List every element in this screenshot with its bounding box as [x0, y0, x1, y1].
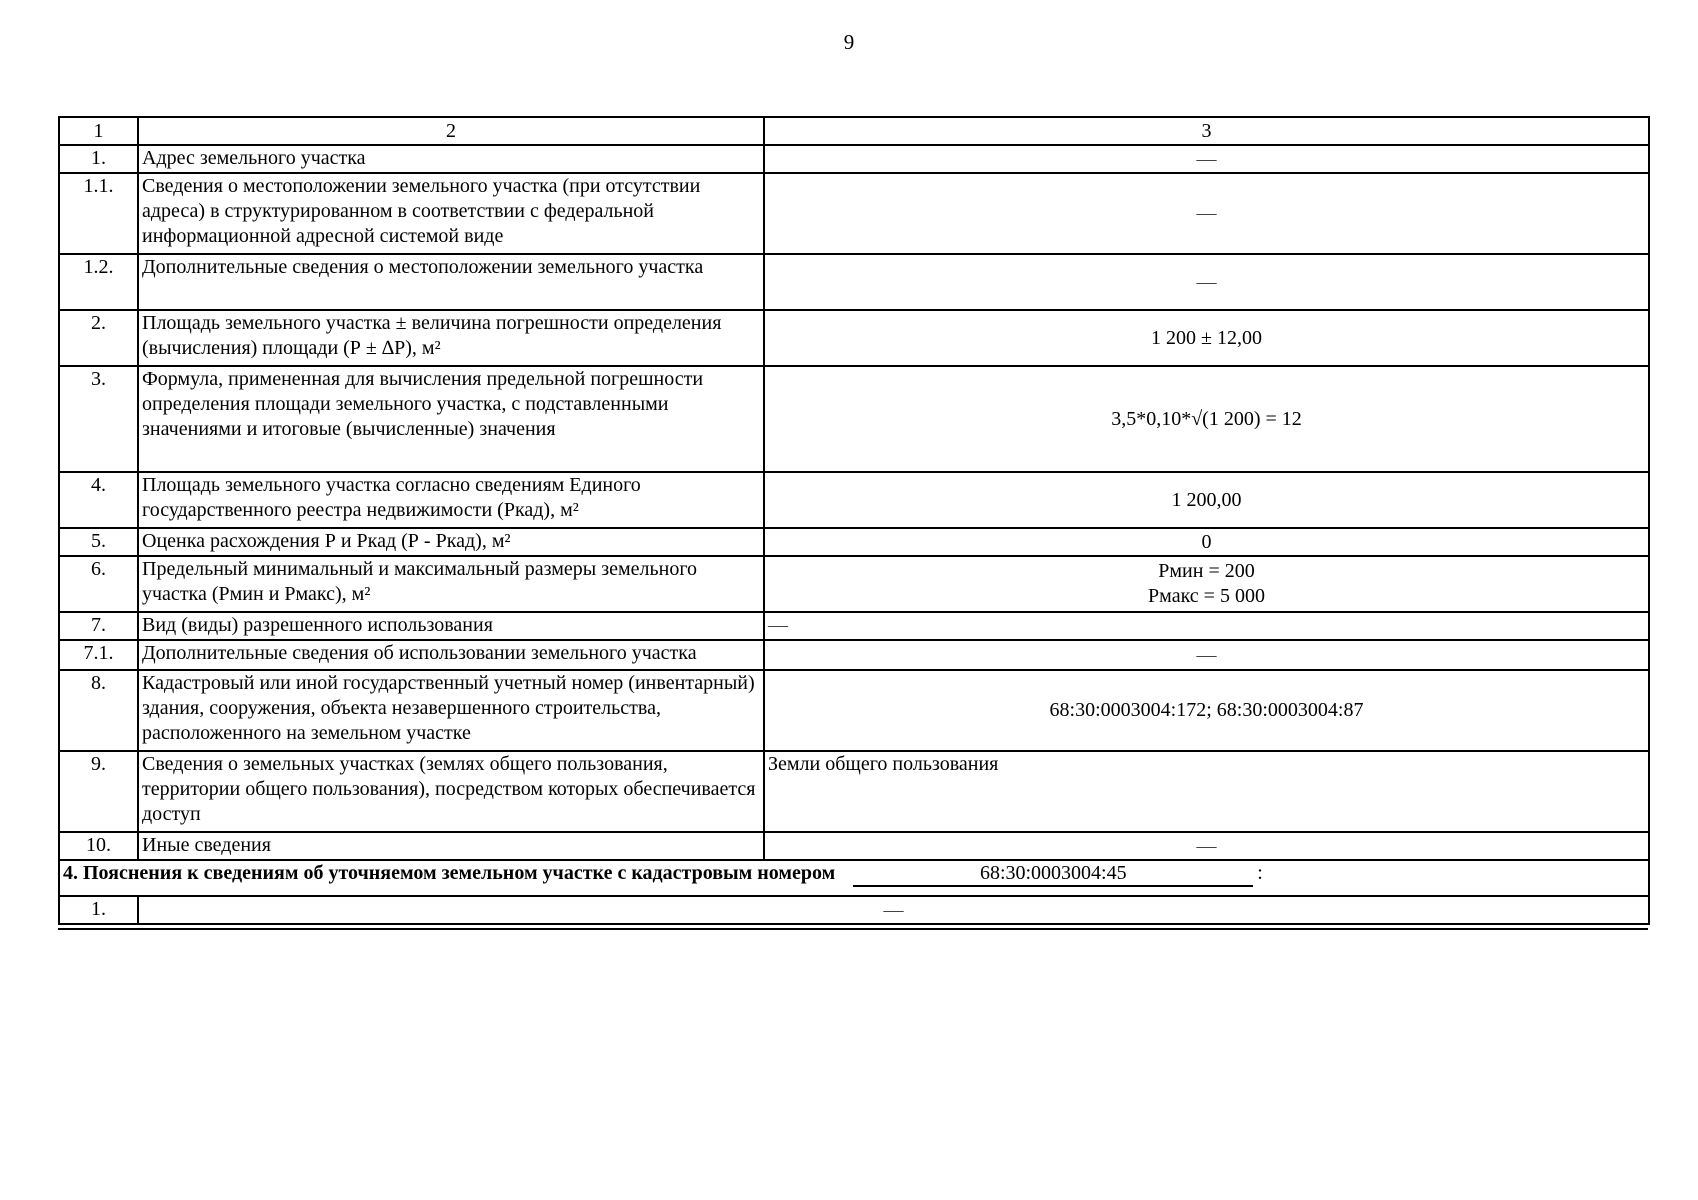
row-number: 1.2. — [59, 254, 138, 310]
row-value: 68:30:0003004:172; 68:30:0003004:87 — [764, 670, 1649, 751]
row-label: Формула, примененная для вычисления предельной погрешности определения площади земельного участка, с подставленными значениями и итоговые (вычисленные) значения — [138, 366, 764, 472]
row-number: 9. — [59, 751, 138, 832]
row-label: Сведения о земельных участках (землях общего пользования, территории общего пользования), посредством которых обеспечивается доступ — [138, 751, 764, 832]
table-bottom-rule — [58, 928, 1648, 930]
row-number: 10. — [59, 832, 138, 860]
header-col-3: 3 — [764, 117, 1649, 145]
table-row — [59, 832, 1649, 860]
row-number: 5. — [59, 528, 138, 556]
row-label: Кадастровый или иной государственный учетный номер (инвентарный) здания, сооружения, объекта незавершенного строительства, расположенного на земельном участке — [138, 670, 764, 751]
row-value — [764, 556, 1649, 612]
section-4-header — [59, 860, 1649, 896]
table-row — [59, 254, 1649, 310]
row-number: 1. — [59, 145, 138, 173]
table-row — [59, 640, 1649, 670]
row-label: Площадь земельного участка ± величина погрешности определения (вычисления) площади (Р ± ∆Р), м² — [138, 310, 764, 366]
land-plot-info-table — [58, 116, 1650, 925]
row-label: Иные сведения — [138, 832, 764, 860]
row-number: 8. — [59, 670, 138, 751]
min-size-value: Рмин = 200 — [1158, 560, 1255, 582]
row-label: Сведения о местоположении земельного участка (при отсутствии адреса) в структурированном в соответствии с федеральной информационной адресной системой виде — [138, 173, 764, 254]
table-row — [59, 310, 1649, 366]
table-row — [59, 145, 1649, 173]
row-value: Земли общего пользования — [764, 751, 1649, 832]
page-number: 9 — [843, 30, 855, 54]
row-number: 3. — [59, 366, 138, 472]
table-row — [59, 670, 1649, 751]
row-value: — — [764, 173, 1649, 254]
table-row — [59, 366, 1649, 472]
row-number: 1. — [59, 896, 138, 924]
row-label: Предельный минимальный и максимальный размеры земельного участка (Рмин и Рмакс), м² — [138, 556, 764, 612]
row-number: 1.1. — [59, 173, 138, 254]
row-value: — — [764, 254, 1649, 310]
row-value: — — [764, 640, 1649, 670]
header-col-2: 2 — [138, 117, 764, 145]
row-number: 7.1. — [59, 640, 138, 670]
table-row — [59, 556, 1649, 612]
section-4-header-row — [59, 860, 1649, 896]
max-size-value: Рмакс = 5 000 — [1148, 585, 1265, 607]
table-row — [59, 472, 1649, 528]
row-label: Оценка расхождения Р и Ркад (Р - Ркад), м² — [138, 528, 764, 556]
row-label: Дополнительные сведения об использовании земельного участка — [138, 640, 764, 670]
row-label: Вид (виды) разрешенного использования — [138, 612, 764, 640]
section-4-colon: : — [1257, 862, 1263, 884]
table-header-row — [59, 117, 1649, 145]
row-value: 1 200 ± 12,00 — [764, 310, 1649, 366]
table-row — [59, 896, 1649, 924]
table-row — [59, 612, 1649, 640]
table-row — [59, 751, 1649, 832]
row-number: 6. — [59, 556, 138, 612]
cadastral-number: 68:30:0003004:45 — [853, 861, 1253, 887]
row-value: — — [764, 612, 1649, 640]
row-value: — — [764, 832, 1649, 860]
row-label: Адрес земельного участка — [138, 145, 764, 173]
row-number: 2. — [59, 310, 138, 366]
row-value: — — [138, 896, 1649, 924]
row-value: 1 200,00 — [764, 472, 1649, 528]
row-number: 7. — [59, 612, 138, 640]
row-value: — — [764, 145, 1649, 173]
table-row — [59, 173, 1649, 254]
row-value: 3,5*0,10*√(1 200) = 12 — [764, 366, 1649, 472]
row-value: 0 — [764, 528, 1649, 556]
header-col-1: 1 — [59, 117, 138, 145]
row-label: Дополнительные сведения о местоположении земельного участка — [138, 254, 764, 310]
section-4-title: 4. Пояснения к сведениям об уточняемом земельном участке с кадастровым номером — [63, 862, 836, 884]
row-label: Площадь земельного участка согласно сведениям Единого государственного реестра недвижимости (Ркад), м² — [138, 472, 764, 528]
table-row — [59, 528, 1649, 556]
row-number: 4. — [59, 472, 138, 528]
